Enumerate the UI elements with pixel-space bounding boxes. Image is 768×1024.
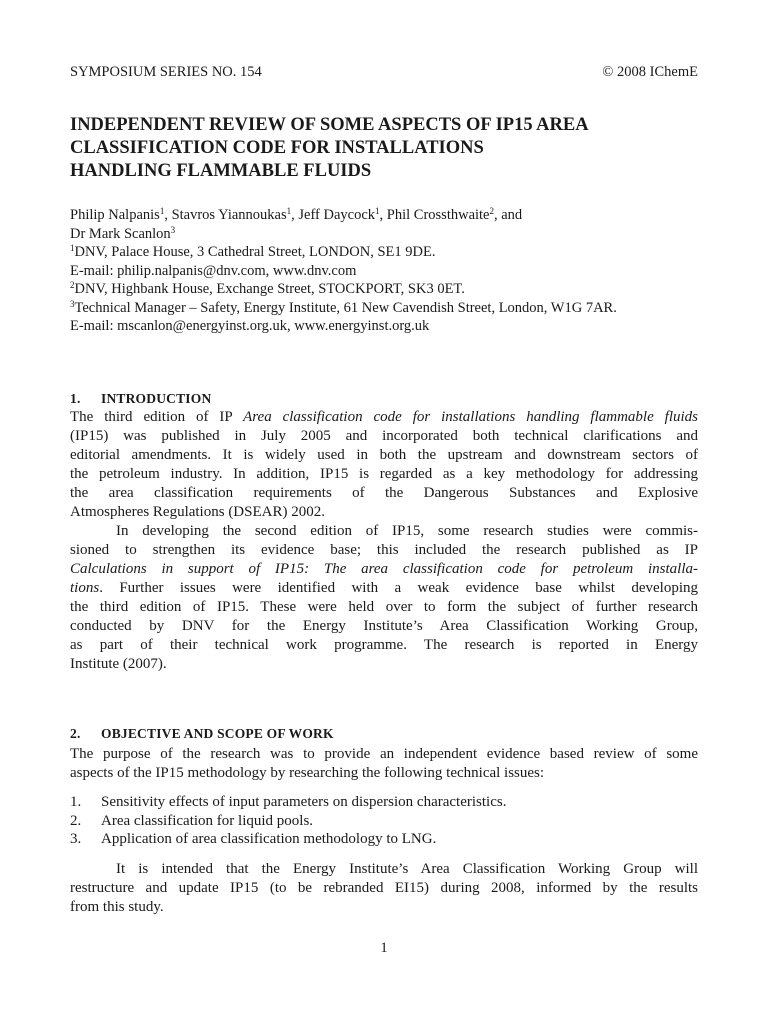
text-line: Calculations in support of IP15: The area classification code for petroleum installa- [70,561,698,577]
section-1-paragraph-2 [70,522,698,674]
page-number: 1 [380,940,388,956]
list-item: 2. Area classification for liquid pools. [70,812,314,829]
text-line: It is intended that the Energy Institute’s Area Classification Working Group will [116,861,698,877]
text-line: as part of their technical work programme. The research is reported in Energy [70,637,698,653]
text-line: Institute (2007). [70,656,167,672]
title-line: HANDLING FLAMMABLE FLUIDS [70,161,372,181]
text-line: from this study. [70,899,164,915]
text-line: tions. Further issues were identified with a weak evidence base whilst developing [70,580,698,596]
list-item: 3. Application of area classification methodology to LNG. [70,831,437,847]
title-line: CLASSIFICATION CODE FOR INSTALLATIONS [70,138,484,158]
author-line: Philip Nalpanis$^1$, Stavros Yiannoukas$^1$, Jeff Daycock$^1$, Phil Crossthwaite$^2$, and [70,206,523,223]
text-line: (IP15) was published in July 2005 and incorporated both technical clarifications and [70,428,698,444]
text-line: editorial amendments. It is widely used in both the upstream and downstream sectors of [70,447,698,463]
technical-issues-list [70,793,698,849]
text-line: restructure and update IP15 (to be rebranded EI15) during 2008, informed by the results [70,880,698,896]
section-2-paragraph-2 [70,860,698,917]
text-line: aspects of the IP15 methodology by researching the following technical issues: [70,765,545,781]
text-line: The third edition of IP Area classification code for installations handling flammable fluids [70,409,698,425]
section-2-heading: 2. OBJECTIVE AND SCOPE OF WORK [70,726,334,741]
text-line: In developing the second edition of IP15, some research studies were commis- [116,523,698,539]
text-line: the third edition of IP15. These were held over to form the subject of further research [70,599,698,615]
text-line: sioned to strengthen its evidence base; this included the research published as IP [70,542,698,558]
list-item: 1. Sensitivity effects of input parameters on dispersion characteristics. [70,794,507,810]
paper-page [70,0,698,1024]
paper-title [70,114,698,183]
text-line: conducted by DNV for the Energy Institute’s Area Classification Working Group, [70,618,698,634]
title-line: INDEPENDENT REVIEW OF SOME ASPECTS OF IP15 AREA [70,115,589,135]
text-line: Atmospheres Regulations (DSEAR) 2002. [70,504,325,520]
author-block [70,206,698,336]
affiliation-3: $^3$Technical Manager – Safety, Energy Institute, 61 New Cavendish Street, London, W1G 7AR. [70,298,617,316]
author-line: Dr Mark Scanlon$^3$ [70,224,176,242]
section-1-paragraph-1 [70,408,698,522]
series-label: SYMPOSIUM SERIES NO. 154 [70,64,262,80]
affiliation-2: $^2$DNV, Highbank House, Exchange Street, STOCKPORT, SK3 0ET. [70,280,465,297]
email-line-1: E-mail: philip.nalpanis@dnv.com, www.dnv.com [70,262,357,279]
text-line: The purpose of the research was to provide an independent evidence based review of some [70,746,698,762]
copyright-label: © 2008 IChemE [602,64,698,80]
section-1-heading: 1. INTRODUCTION [70,391,212,406]
email-line-3: E-mail: mscanlon@energyinst.org.uk, www.energyinst.org.uk [70,318,430,334]
affiliation-1: $^1$DNV, Palace House, 3 Cathedral Street, LONDON, SE1 9DE. [70,243,436,260]
text-line: the petroleum industry. In addition, IP15 is regarded as a key methodology for addressing [70,466,698,482]
text-line: the area classification requirements of the Dangerous Substances and Explosive [70,485,698,501]
section-2-paragraph-1 [70,745,698,783]
